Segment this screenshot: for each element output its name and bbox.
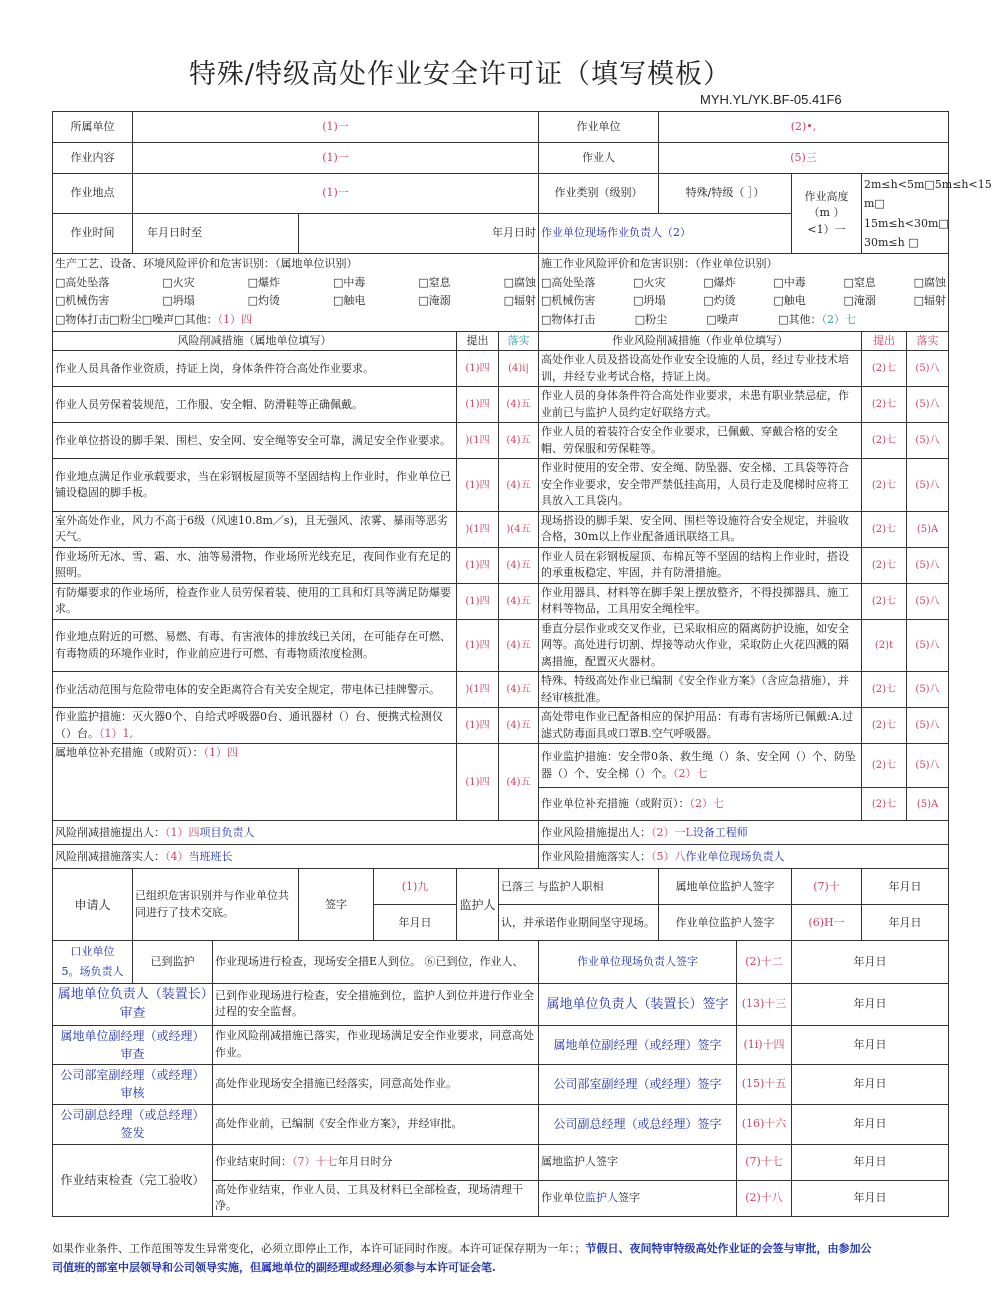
footer-note bbox=[52, 1239, 872, 1278]
implement-mark[interactable]: (5)A bbox=[907, 788, 949, 821]
end-time[interactable]: 作业结束时间：（7）十七年月日时分 bbox=[213, 1144, 539, 1180]
local-proposer[interactable]: 风险削减措施提出人：（1）四项目负责人 bbox=[53, 821, 539, 845]
propose-header: 提出 bbox=[457, 331, 499, 351]
hazard-option[interactable]: □粉尘 bbox=[634, 313, 668, 327]
measure-row bbox=[53, 547, 949, 583]
content-value[interactable]: (1)一 bbox=[133, 143, 539, 174]
sign-date[interactable]: 年月日 bbox=[862, 869, 949, 905]
propose-mark[interactable]: (2)七 bbox=[862, 583, 907, 619]
unit-resp-sign-label: 作业单位现场负责人签字 bbox=[539, 941, 737, 984]
hazard-option[interactable]: □机械伤害 bbox=[55, 294, 110, 308]
local-measure-text: 有防爆要求的作业场所，检查作业人员劳保着装、使用的工具和灯具等满足防爆要求。 bbox=[53, 583, 457, 619]
implement-mark[interactable]: (5)A bbox=[907, 511, 949, 547]
work-extra-measure[interactable]: 作业单位补充措施（或附页）：（2）七 bbox=[539, 788, 862, 821]
local-vice-label: 属地单位副经理（或经理）审查 bbox=[53, 1025, 213, 1064]
sign-date[interactable]: 年月日 bbox=[792, 941, 949, 984]
hazard-left-mark: （1）四 bbox=[217, 313, 253, 327]
local-extra-measure[interactable]: 属地单位补充措施（或附页）：（1）四 bbox=[53, 744, 457, 821]
measure-row bbox=[53, 423, 949, 459]
dept-vice-text: 高处作业现场安全措施已经落实，同意高处作业。 bbox=[213, 1064, 539, 1104]
implement-mark[interactable]: (4)五 bbox=[499, 744, 539, 821]
end-worker-sign-mark[interactable]: (2)十八 bbox=[737, 1180, 792, 1216]
measures-left-header: 风险削减措施（属地单位填写） bbox=[53, 331, 457, 351]
hazard-option[interactable]: □灼烫 bbox=[247, 294, 281, 308]
implement-header: 落实 bbox=[907, 331, 949, 351]
unit-value[interactable]: (1)一 bbox=[133, 112, 539, 143]
place-value[interactable]: (1)一 bbox=[133, 174, 539, 214]
measure-row bbox=[53, 619, 949, 672]
hazard-right bbox=[539, 254, 949, 332]
end-text: 高处作业结束，作业人员、工具及材料已全部检查，现场清理干净。 bbox=[213, 1180, 539, 1216]
propose-mark[interactable]: (1)四 bbox=[457, 387, 499, 423]
hazard-option[interactable]: □火灾 bbox=[633, 275, 666, 289]
local-head-sign-label: 属地单位负责人（装置长）签字 bbox=[539, 983, 737, 1025]
local-measure-mark: （1）1, bbox=[99, 726, 133, 740]
hazard-option[interactable]: □机械伤害 bbox=[541, 294, 596, 308]
work-guard-sign-label: 作业单位监护人签字 bbox=[659, 905, 792, 941]
time-label: 作业时间 bbox=[53, 214, 133, 254]
implement-mark[interactable]: (4)五 bbox=[499, 672, 539, 708]
propose-mark[interactable]: (2)七 bbox=[862, 459, 907, 512]
measure-row bbox=[53, 387, 949, 423]
sign-date[interactable]: 年月日 bbox=[862, 905, 949, 941]
measure-row bbox=[53, 511, 949, 547]
propose-mark[interactable]: (1)四 bbox=[457, 619, 499, 672]
footer-emphasis: 节假日、夜间特审特级高处作业证的会签与审批，由参加公司值班的部室中层领导和公司领导实施，但属地单位的副经理或经理必须参与本许可证会笔. bbox=[52, 1242, 872, 1275]
hazard-option[interactable]: □触电 bbox=[773, 294, 806, 308]
hazard-option[interactable]: □坍塌 bbox=[162, 294, 195, 308]
hazard-option[interactable]: □爆炸 bbox=[703, 275, 736, 289]
hazard-option[interactable]: □高处坠落 bbox=[55, 275, 110, 289]
local-implementer[interactable]: 风险削减措施落实人：（4）当班班长 bbox=[53, 845, 539, 869]
applicant-text: 已组织危害识别并与作业单位共同进行了技术交底。 bbox=[133, 869, 299, 941]
local-head-sign-mark[interactable]: (13)十三 bbox=[737, 983, 792, 1025]
propose-mark[interactable]: (2)t bbox=[862, 619, 907, 672]
measure-row bbox=[53, 459, 949, 512]
work-unit-value[interactable]: (2)•, bbox=[659, 112, 949, 143]
hazard-option-row[interactable]: □物体打击□粉尘□噪声□其他： bbox=[55, 313, 218, 327]
footer-normal: 如果作业条件、工作范围等发生异常变化，必须立即停止工作，本许可证同时作废。本许可证保存期为一年：； bbox=[52, 1242, 586, 1255]
applicant-label: 申请人 bbox=[53, 869, 133, 941]
implement-mark[interactable]: (4)五 bbox=[499, 423, 539, 459]
hazard-right-title: 施工作业风险评价和危害识别：（作业单位识别） bbox=[541, 257, 778, 270]
dept-vice-sign-mark[interactable]: (15)十五 bbox=[737, 1064, 792, 1104]
end-check-label: 作业结束检查（完工验收） bbox=[53, 1144, 213, 1216]
time-start[interactable]: 年月日时至 bbox=[133, 214, 299, 254]
propose-mark[interactable]: (1)四 bbox=[457, 708, 499, 744]
implement-mark[interactable]: )(4五 bbox=[499, 511, 539, 547]
height-options[interactable] bbox=[862, 174, 992, 254]
local-head-label: 属地单位负责人（装置长）审查 bbox=[53, 983, 213, 1025]
sign-date[interactable]: 年月日 bbox=[792, 1104, 949, 1144]
work-implementer-role: 作业单位现场负责人 bbox=[685, 849, 785, 863]
implement-mark[interactable]: (5)八 bbox=[907, 547, 949, 583]
local-guard-sign-mark[interactable]: (7)十 bbox=[792, 869, 862, 905]
hazard-option[interactable]: □窒息 bbox=[843, 275, 876, 289]
hazard-left-title: 生产工艺、设备、环境风险评价和危害识别：（属地单位识别） bbox=[55, 257, 358, 270]
content-label: 作业内容 bbox=[53, 143, 133, 174]
height-option-2[interactable]: 15m≤h<30m□ bbox=[864, 216, 949, 230]
work-measure-text: 高处带电作业已配备相应的保护用品：有毒有害场所已佩戴:A.过滤式防毒面具或口罩B.空气呼吸器。 bbox=[539, 708, 862, 744]
local-measure-text: 作业人员具备作业资质，持证上岗，身体条件符合高处作业要求。 bbox=[53, 351, 457, 387]
time-end[interactable]: 年月日时 bbox=[299, 214, 539, 254]
dept-vice-sign-label: 公司部室副经理（或经理）签字 bbox=[539, 1064, 737, 1104]
document-number: MYH.YL/YK.BF-05.41F6 bbox=[700, 92, 842, 107]
work-measure-text: 作业时使用的安全带、安全绳、防坠器、安全梯、工具袋等符合安全作业要求，安全带严禁低挂高用，人员行走及爬梯时应将工具放入工具袋内。 bbox=[539, 459, 862, 512]
implement-mark[interactable]: (4)五 bbox=[499, 583, 539, 619]
implement-mark[interactable]: (4)i| bbox=[499, 351, 539, 387]
local-measure-text: 作业地点满足作业承载要求，当在彩钢板屋顶等不坚固结构上作业时，作业单位已铺设稳固的脚手板。 bbox=[53, 459, 457, 512]
local-measure-text: 作业单位搭设的脚手架、围栏、安全网、安全绳等安全可靠，满足安全作业要求。 bbox=[53, 423, 457, 459]
propose-mark[interactable]: (1)四 bbox=[457, 351, 499, 387]
propose-mark[interactable]: (2)七 bbox=[862, 708, 907, 744]
work-extra-mark: （2）七 bbox=[689, 797, 724, 810]
work-measure-text: 特殊、特级高处作业已编制《安全作业方案》（含应急措施），并经审核批准。 bbox=[539, 672, 862, 708]
gm-vice-sign-mark[interactable]: (16)十六 bbox=[737, 1104, 792, 1144]
work-measure-text: 作业人员的着装符合安全作业要求，已佩戴、穿戴合格的安全帽、劳保服和劳保鞋等。 bbox=[539, 423, 862, 459]
local-vice-text: 作业风险削减措施已落实，作业现场满足安全作业要求，同意高处作业。 bbox=[213, 1025, 539, 1064]
place-label: 作业地点 bbox=[53, 174, 133, 214]
guardian-text-3: 认，并承诺作业期间坚守现场。 bbox=[499, 905, 659, 941]
work-measure-text: 垂直分层作业或交叉作业，已采取相应的隔离防护设施，如安全网等。高处进行切割、焊接等动火作业，采取防止火花四溅的隔离措施，配置灭火器材。 bbox=[539, 619, 862, 672]
unit-resp-sign-mark[interactable]: (2)十二 bbox=[737, 941, 792, 984]
guardian-label: 监护人 bbox=[457, 869, 499, 941]
implement-mark[interactable]: (5)八 bbox=[907, 351, 949, 387]
propose-mark[interactable]: )(1四 bbox=[457, 423, 499, 459]
sign-date[interactable]: 年月日 bbox=[792, 983, 949, 1025]
hazard-option[interactable]: □腐蚀 bbox=[503, 275, 536, 289]
propose-mark[interactable]: (1)四 bbox=[457, 547, 499, 583]
work-proposer[interactable]: 作业风险措施提出人：（2）一L设备工程师 bbox=[539, 821, 949, 845]
implement-mark[interactable]: (5)八 bbox=[907, 387, 949, 423]
local-extra-mark: （1）四 bbox=[203, 746, 238, 760]
sign-date[interactable]: 年月日 bbox=[792, 1025, 949, 1064]
hazard-option[interactable]: □物体打击 bbox=[541, 313, 596, 327]
local-measure-text: 作业人员劳保着装规范，工作服、安全帽、防滑鞋等正确佩戴。 bbox=[53, 387, 457, 423]
hazard-option[interactable]: □高处坠落 bbox=[541, 275, 596, 289]
hazard-option[interactable]: □中毒 bbox=[332, 275, 366, 289]
propose-mark[interactable]: )(1四 bbox=[457, 672, 499, 708]
work-proposer-role: 设备工程师 bbox=[692, 825, 748, 839]
gm-vice-sign-label: 公司副总经理（或总经理）签字 bbox=[539, 1104, 737, 1144]
hazard-option[interactable]: □爆炸 bbox=[247, 275, 281, 289]
local-measure-text: 作业地点附近的可燃、易燃、有毒、有害液体的排放线已关闭，在可能存在可燃、有毒物质的环境作业时，作业前应进行可燃、有毒物质浓度检测。 bbox=[53, 619, 457, 672]
hazard-option[interactable]: □灼烫 bbox=[703, 294, 736, 308]
hazard-option[interactable]: □噪声 bbox=[706, 313, 739, 327]
work-measure-text: 作业人员在彩钢板屋顶、布棉瓦等不坚固的结构上作业时，搭设的承重板稳定、牢固，并有防滑措施。 bbox=[539, 547, 862, 583]
implement-mark[interactable]: (5)八 bbox=[907, 672, 949, 708]
page-title: 特殊/特级高处作业安全许可证（填写模板） bbox=[188, 59, 732, 90]
category-label: 作业类别（级别） bbox=[539, 174, 659, 214]
hazard-option[interactable]: □腐蚀 bbox=[913, 275, 947, 289]
hazard-option[interactable]: □火灾 bbox=[162, 275, 195, 289]
local-vice-sign-label: 属地单位副经理（或经理）签字 bbox=[539, 1025, 737, 1064]
local-implementer-role: 当班班长 bbox=[188, 849, 233, 863]
permit-form bbox=[52, 111, 992, 1217]
propose-mark[interactable]: (2)七 bbox=[862, 511, 907, 547]
implement-mark[interactable]: (4)五 bbox=[499, 459, 539, 512]
measure-row bbox=[53, 672, 949, 708]
sign-date[interactable]: 年月日 bbox=[792, 1180, 949, 1216]
propose-mark[interactable]: (2)七 bbox=[862, 387, 907, 423]
unit-resp-mark: 已到监护 bbox=[133, 941, 213, 984]
work-measure-text: 作业人员的身体条件符合高处作业要求，未患有职业禁忌症，作业前已与监护人员约定好联络方式。 bbox=[539, 387, 862, 423]
gm-vice-label: 公司副总经理（或总经理）签发 bbox=[53, 1104, 213, 1144]
propose-mark[interactable]: (2)七 bbox=[862, 788, 907, 821]
implement-mark[interactable]: (5)八 bbox=[907, 744, 949, 788]
hazard-option[interactable]: □辐射 bbox=[913, 294, 947, 308]
propose-mark[interactable]: (2)七 bbox=[862, 423, 907, 459]
measure-row bbox=[53, 583, 949, 619]
implement-header: 落实 bbox=[499, 331, 539, 351]
applicant-sign-label: 签字 bbox=[299, 869, 374, 941]
end-guard-sign-mark[interactable]: (7)十七 bbox=[737, 1144, 792, 1180]
measure-row bbox=[53, 351, 949, 387]
local-measure-text: 作业活动范围与危险带电体的安全距离符合有关安全规定，带电体已挂牌警示。 bbox=[53, 672, 457, 708]
end-time-mark: （7）十七 bbox=[292, 1155, 338, 1169]
propose-mark[interactable]: (2)七 bbox=[862, 547, 907, 583]
measures-right-header: 作业风险削减措施（作业单位填写） bbox=[539, 331, 862, 351]
local-measure-text: 室外高处作业，风力不高于6级（风速10.8m／s)，且无强风、浓雾、暴雨等恶劣天气。 bbox=[53, 511, 457, 547]
local-measure-text: 作业监护措施：灭火器0个、自给式呼吸器0台、通讯器材（）台、便携式检测仪（）台。（1）1, bbox=[53, 708, 457, 744]
worker-label: 作业人 bbox=[539, 143, 659, 174]
work-monitor-measure[interactable]: 作业监护措施：安全带0条、救生绳（）条、安全网（）个、防坠器（）个、安全梯（）个。（2）七 bbox=[539, 744, 862, 788]
guardian-text: 已落三 与监护人职相 bbox=[499, 869, 659, 905]
work-measure-text: 作业用器具、材料等在脚手架上摆放整齐，不得投掷器具、施工材料等物品，工具用安全绳栓牢。 bbox=[539, 583, 862, 619]
implement-mark[interactable]: (4)五 bbox=[499, 619, 539, 672]
end-worker-sign-label: 作业单位监护人签字 bbox=[539, 1180, 737, 1216]
implement-mark[interactable]: (5)八 bbox=[907, 583, 949, 619]
propose-mark[interactable]: (1)四 bbox=[457, 744, 499, 821]
height-option-3[interactable]: 30m≤h □ bbox=[864, 235, 919, 249]
local-guard-sign-label: 属地单位监护人签字 bbox=[659, 869, 792, 905]
hazard-left bbox=[53, 254, 539, 332]
gm-vice-text: 高处作业前，已编制《安全作业方案》，并经审批。 bbox=[213, 1104, 539, 1144]
unit-resp-text: 作业现场进行检查，现场安全措E人到位。 ⑥已到位，作业人、 bbox=[213, 941, 539, 984]
unit-resp-label: 口业单位 5。场负责人 bbox=[53, 941, 133, 984]
hazard-option[interactable]: □淹溺 bbox=[843, 294, 876, 308]
end-guard-sign-label: 属地监护人签字 bbox=[539, 1144, 737, 1180]
implement-mark[interactable]: (4)五 bbox=[499, 708, 539, 744]
hazard-option[interactable]: □其他： bbox=[778, 313, 822, 327]
local-vice-sign-mark[interactable]: (1i)十四 bbox=[737, 1025, 792, 1064]
local-measure-text: 作业场所无冰、雪、霜、水、油等易滑物，作业场所光线充足，夜间作业有充足的照明。 bbox=[53, 547, 457, 583]
propose-mark[interactable]: (2)七 bbox=[862, 351, 907, 387]
work-monitor-mark: （2）七 bbox=[673, 766, 708, 780]
sign-date[interactable]: 年月日 bbox=[792, 1144, 949, 1180]
work-unit-label: 作业单位 bbox=[539, 112, 659, 143]
local-proposer-role: 项目负责人 bbox=[199, 825, 255, 839]
propose-mark[interactable]: (2)七 bbox=[862, 744, 907, 788]
category-value[interactable]: 特殊/特级（ ］） bbox=[659, 174, 792, 214]
local-head-text: 已到作业现场进行检查，安全措施到位，监护人到位并进行作业全过程的安全监督。 bbox=[213, 983, 539, 1025]
propose-mark[interactable]: )(1四 bbox=[457, 511, 499, 547]
implement-mark[interactable]: (5)八 bbox=[907, 619, 949, 672]
hazard-option[interactable]: □淹溺 bbox=[418, 294, 451, 308]
work-measure-text: 高处作业人员及搭设高处作业安全设施的人员，经过专业技术培训，并经专业考试合格，持证上岗。 bbox=[539, 351, 862, 387]
hazard-option[interactable]: □辐射 bbox=[503, 294, 536, 308]
hazard-option[interactable]: □窒息 bbox=[418, 275, 451, 289]
height-mark: <1）一 bbox=[807, 222, 846, 236]
implement-mark[interactable]: (5)八 bbox=[907, 708, 949, 744]
work-implementer[interactable]: 作业风险措施落实人：（5）八作业单位现场负责人 bbox=[539, 845, 949, 869]
hazard-option[interactable]: □触电 bbox=[332, 294, 366, 308]
height-option-1[interactable]: 2m≤h<5m□5m≤h<15 m□ bbox=[864, 178, 992, 211]
time-resp[interactable]: 作业单位现场作业负责人（2） bbox=[539, 214, 792, 254]
worker-value[interactable]: (5)三 bbox=[659, 143, 949, 174]
propose-mark[interactable]: (2)七 bbox=[862, 672, 907, 708]
work-measure-text: 现场搭设的脚手架、安全网、围栏等设施符合安全规定，并验收合格，30m以上作业配备通讯联络工具。 bbox=[539, 511, 862, 547]
sign-date[interactable]: 年月日 bbox=[374, 905, 457, 941]
hazard-option[interactable]: □坍塌 bbox=[633, 294, 666, 308]
implement-mark[interactable]: (5)八 bbox=[907, 423, 949, 459]
propose-header: 提出 bbox=[862, 331, 907, 351]
hazard-right-mark: （2）七 bbox=[821, 313, 857, 327]
hazard-option[interactable]: □中毒 bbox=[773, 275, 806, 289]
measure-row bbox=[53, 708, 949, 744]
implement-mark[interactable]: (5)八 bbox=[907, 459, 949, 512]
implement-mark[interactable]: (4)五 bbox=[499, 387, 539, 423]
height-label: 作业高度（m ） <1）一 bbox=[792, 174, 862, 254]
propose-mark[interactable]: (1)四 bbox=[457, 459, 499, 512]
propose-mark[interactable]: (1)四 bbox=[457, 583, 499, 619]
sign-date[interactable]: 年月日 bbox=[792, 1064, 949, 1104]
unit-label: 所属单位 bbox=[53, 112, 133, 143]
measure-rows bbox=[53, 351, 949, 744]
implement-mark[interactable]: (4)五 bbox=[499, 547, 539, 583]
dept-vice-label: 公司部室副经理（或经理）审核 bbox=[53, 1064, 213, 1104]
work-guard-sign-mark[interactable]: (6)H一 bbox=[792, 905, 862, 941]
applicant-sign-mark[interactable]: (1)九 bbox=[374, 869, 457, 905]
